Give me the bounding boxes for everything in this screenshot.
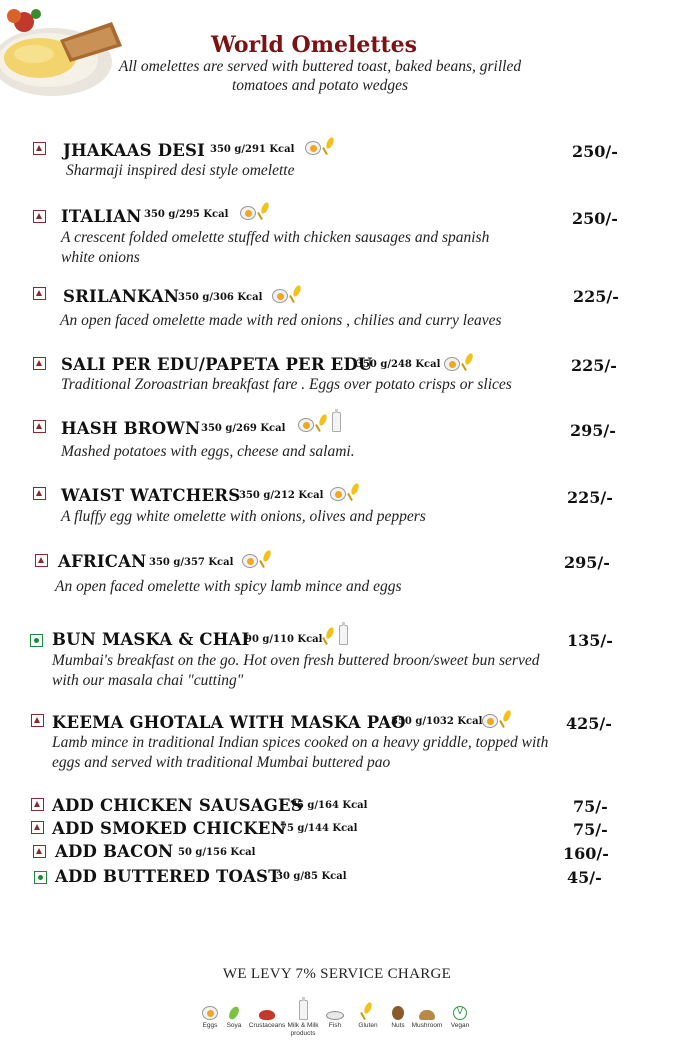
item-description: A fluffy egg white omelette with onions, olives and peppers [61, 508, 426, 525]
non-veg-icon [33, 487, 46, 500]
fish-icon [326, 1011, 344, 1020]
non-veg-icon [33, 845, 46, 858]
legend-label: Mushroom [411, 1022, 443, 1029]
allergen-icons [330, 483, 361, 501]
item-price: 295/- [570, 421, 616, 440]
item-price: 225/- [567, 488, 613, 507]
addon-kcal: 75 g/144 Kcal [280, 823, 358, 834]
gluten-icon [324, 627, 336, 645]
addon-price: 45/- [567, 868, 602, 887]
item-description: Traditional Zoroastrian breakfast fare . Eggs over potato crisps or slices [61, 376, 512, 393]
item-name: ITALIAN [61, 207, 142, 226]
egg-icon [242, 554, 258, 568]
non-veg-icon [35, 554, 48, 567]
gluten-icon [349, 483, 361, 501]
item-description: Sharmaji inspired desi style omelette [66, 162, 295, 179]
allergen-icons [482, 710, 513, 728]
legend-label: Vegan [450, 1022, 470, 1029]
milk-icon [339, 625, 348, 645]
item-price: 225/- [573, 287, 619, 306]
item-name: BUN MASKA & CHAI [52, 630, 250, 649]
legend-crustaceans [247, 998, 287, 1030]
allergen-legend [0, 998, 674, 1046]
crustaceans-icon [259, 1010, 275, 1020]
item-name: JHAKAAS DESI [63, 141, 206, 160]
mushroom-icon [419, 1010, 435, 1020]
legend-label: Fish [328, 1022, 342, 1029]
milk-icon [332, 412, 341, 432]
non-veg-icon [33, 357, 46, 370]
item-description: A crescent folded omelette stuffed with chicken sausages and spanish white onions [61, 229, 490, 266]
egg-icon [240, 206, 256, 220]
veg-icon [34, 871, 47, 884]
item-name: SALI PER EDU/PAPETA PER EDU [61, 355, 373, 374]
item-description: Mashed potatoes with eggs, cheese and salami. [61, 443, 355, 460]
item-description: Mumbai's breakfast on the go. Hot oven fresh buttered broon/sweet bun served with our masala chai "cutting" [52, 652, 540, 689]
gluten-icon [261, 550, 273, 568]
item-price: 425/- [566, 714, 612, 733]
addon-name: ADD BUTTERED TOAST [55, 867, 281, 886]
addon-name: ADD SMOKED CHICKEN [52, 819, 286, 838]
item-kcal: 350 g/212 Kcal [239, 490, 324, 501]
gluten-icon [362, 1002, 374, 1020]
veg-icon [30, 634, 43, 647]
item-price: 135/- [567, 631, 613, 650]
page-subtitle: All omelettes are served with buttered toast, baked beans, grilled tomatoes and potato wedges [118, 58, 522, 94]
item-kcal: 90 g/110 Kcal [245, 634, 323, 645]
allergen-icons [444, 353, 475, 371]
non-veg-icon [33, 142, 46, 155]
addon-kcal: 75 g/164 Kcal [290, 800, 368, 811]
legend-label: Eggs [202, 1022, 218, 1029]
egg-icon [482, 714, 498, 728]
addon-price: 160/- [563, 844, 609, 863]
page-title: World Omelettes [210, 32, 418, 58]
item-kcal: 350 g/357 Kcal [149, 557, 234, 568]
legend-label: Soya [226, 1022, 242, 1029]
egg-icon [444, 357, 460, 371]
soya-icon [227, 1005, 241, 1021]
addon-name: ADD BACON [55, 842, 174, 861]
item-price: 225/- [571, 356, 617, 375]
item-description: An open faced omelette made with red onions , chilies and curry leaves [60, 312, 502, 329]
addon-price: 75/- [573, 820, 608, 839]
gluten-icon [291, 285, 303, 303]
item-kcal: 350 g/1032 Kcal [391, 716, 483, 727]
item-kcal: 350 g/248 Kcal [356, 359, 441, 370]
non-veg-icon [33, 420, 46, 433]
item-kcal: 350 g/269 Kcal [201, 423, 286, 434]
addon-kcal: 30 g/85 Kcal [276, 871, 347, 882]
vegan-icon: V [453, 1006, 467, 1020]
item-name: KEEMA GHOTALA WITH MASKA PAO [52, 713, 406, 732]
item-name: HASH BROWN [61, 419, 201, 438]
legend-label: Gluten [358, 1022, 378, 1029]
egg-icon [330, 487, 346, 501]
allergen-icons [240, 202, 271, 220]
item-kcal: 350 g/295 Kcal [144, 209, 229, 220]
non-veg-icon [31, 798, 44, 811]
allergen-icons [305, 137, 336, 155]
nuts-icon [392, 1006, 404, 1020]
legend-label: Milk & Milk products [287, 1022, 319, 1037]
allergen-icons [272, 285, 303, 303]
allergen-icons [242, 550, 273, 568]
egg-icon [298, 418, 314, 432]
allergen-icons [324, 625, 348, 645]
gluten-icon [463, 353, 475, 371]
legend-label: Crustaceans [248, 1022, 286, 1029]
item-kcal: 350 g/306 Kcal [178, 292, 263, 303]
item-name: WAIST WATCHERS [61, 486, 241, 505]
legend-vegan [440, 998, 480, 1030]
gluten-icon [259, 202, 271, 220]
item-description: Lamb mince in traditional Indian spices cooked on a heavy griddle, topped with eggs and served with traditional Mumbai buttered pao [52, 734, 549, 771]
item-description: An open faced omelette with spicy lamb mince and eggs [55, 578, 402, 595]
non-veg-icon [31, 821, 44, 834]
addon-name: ADD CHICKEN SAUSAGES [52, 796, 303, 815]
milk-icon [299, 1000, 308, 1020]
item-price: 250/- [572, 209, 618, 228]
addon-kcal: 50 g/156 Kcal [178, 847, 256, 858]
egg-icon [305, 141, 321, 155]
item-kcal: 350 g/291 Kcal [210, 144, 295, 155]
addon-price: 75/- [573, 797, 608, 816]
gluten-icon [317, 414, 329, 432]
gluten-icon [324, 137, 336, 155]
gluten-icon [501, 710, 513, 728]
item-name: AFRICAN [58, 552, 147, 571]
item-price: 250/- [572, 142, 618, 161]
service-charge-note: WE LEVY 7% SERVICE CHARGE [222, 966, 452, 982]
legend-label: Nuts [391, 1022, 405, 1029]
non-veg-icon [31, 714, 44, 727]
item-name: SRILANKAN [63, 287, 180, 306]
allergen-icons [298, 412, 341, 432]
item-price: 295/- [564, 553, 610, 572]
non-veg-icon [33, 287, 46, 300]
egg-icon [272, 289, 288, 303]
non-veg-icon [33, 210, 46, 223]
